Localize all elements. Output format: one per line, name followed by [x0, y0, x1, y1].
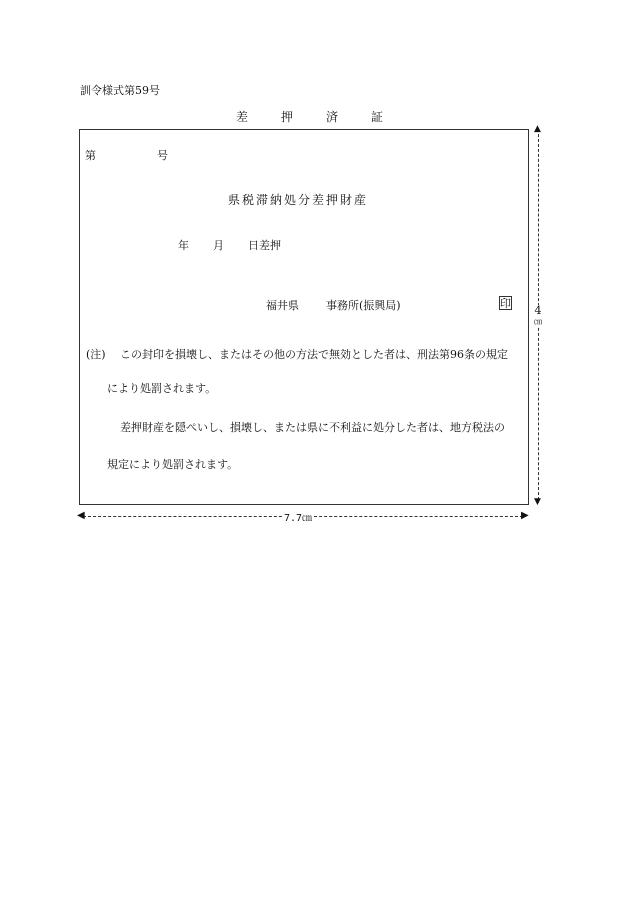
arrow-down-icon: ▼	[534, 497, 541, 507]
height-unit: ㎝	[534, 317, 542, 326]
title-char: 済	[326, 110, 339, 124]
arrow-left-icon: ◀	[77, 510, 85, 521]
note-line: により処罰されます。	[107, 382, 217, 395]
note-line: 規定により処罰されます。	[107, 458, 239, 471]
date-year-label: 年	[178, 239, 189, 252]
title-char: 差	[236, 110, 249, 124]
date-month-label: 月	[213, 239, 224, 252]
seal-frame	[79, 129, 529, 505]
arrow-up-icon: ▲	[534, 124, 541, 134]
height-value: 4	[534, 304, 542, 317]
title-char: 押	[281, 110, 294, 124]
number-label: 第	[85, 149, 96, 162]
title-char: 証	[371, 110, 384, 124]
height-dimension-label	[531, 305, 545, 327]
seal-mark: 印	[500, 297, 511, 310]
office-prefix: 福井県	[266, 299, 299, 312]
width-dimension-label: 7.7㎝	[282, 509, 314, 524]
note-line: 差押財産を隠ぺいし、損壊し、または県に不利益に処分した者は、地方税法の	[120, 421, 505, 434]
number-suffix: 号	[157, 149, 168, 162]
seizure-subject: 県税滞納処分差押財産	[228, 193, 369, 207]
document-title	[236, 108, 383, 125]
date-day-label: 日差押	[248, 239, 281, 252]
note-line: この封印を損壊し、またはその他の方法で無効とした者は、刑法第96条の規定	[120, 348, 508, 361]
office-name: 事務所(振興局)	[326, 299, 401, 312]
note-mark: (注)	[86, 348, 106, 361]
arrow-right-icon: ▶	[521, 510, 529, 521]
form-number: 訓令様式第59号	[80, 84, 160, 97]
